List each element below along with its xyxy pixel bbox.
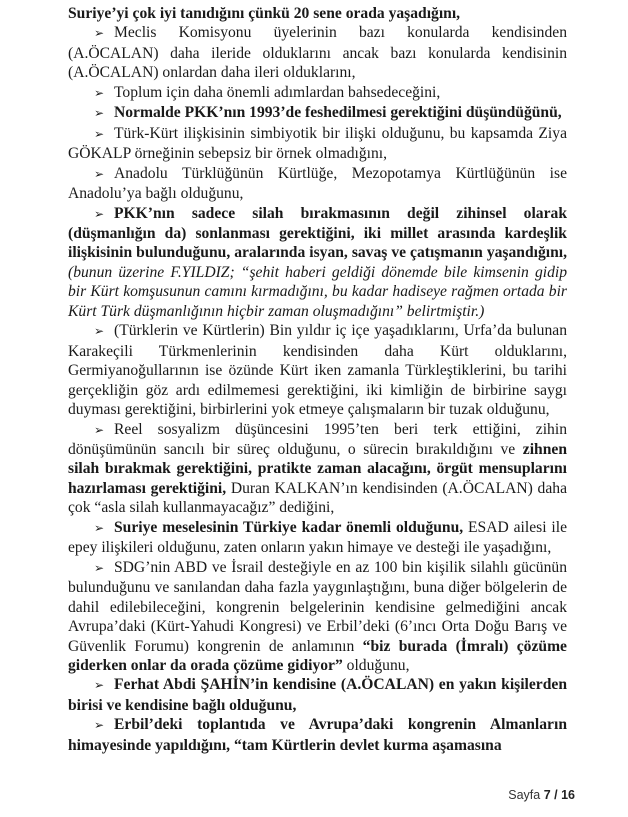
bold-text: Ferhat Abdi ŞAHİN’in kendisine (A.ÖCALAN) en yakın kişilerden birisi ve kendisine bağlı olduğunu, [68,676,567,714]
bullet-paragraph [68,204,567,322]
text: Anadolu Türklüğünün Kürtlüğe, Mezopotamya Kürtlüğünün ise Anadolu’ya bağlı olduğunu, [68,164,567,203]
text: (Türklerin ve Kürtlerin) Bin yıldır iç içe yaşadıklarını, Urfa’da bulunan Karakeçili Türkmenlerinin kendisinden daha Kürt olduklarını, Germiyanoğullarının ise özünde Kürt iken zamanla Türkleştiklerini, bu tarihi gerçekliğin göz ardı edilmemesi gerektiğini, iki kimliğin de birbirine saygı duyması gerektiğini, birbirlerini yok etmeye çalışmaların bir tuzak olduğunu, [68,322,567,419]
arrow-bullet-icon: ➢ [94,520,105,535]
bold-text: PKK’nın sadece silah bırakmasının değil zihinsel olarak (düşmanlığın da) sonlanması gerektiğini, iki millet arasında kardeşlik ilişkisinin bulunduğunu, aralarında isyan, savaş ve çatışmanın yaşandığını, [68,204,567,262]
text: Toplum için daha önemli adımlardan bahsedeceğini, [114,83,441,101]
page-separator: / [554,788,558,802]
bullet-paragraph [68,103,567,123]
page-total: 16 [561,788,575,802]
bullet-paragraph [68,518,567,558]
bullet-paragraph [68,124,567,164]
bullet-paragraph [68,164,567,204]
page-label: Sayfa [508,788,541,802]
arrow-bullet-icon: ➢ [94,678,105,693]
text: ESAD ailesi ile epey ilişkileri olduğunu, zaten onların yakın himaye ve desteği ile yaşadığını, [68,518,567,557]
bold-text: Normalde PKK’nın 1993’de feshedilmesi gerektiğini düşündüğünü, [114,104,562,122]
arrow-bullet-icon: ➢ [94,106,105,121]
bold-text: Suriye’yi çok iyi tanıdığını çünkü 20 sene orada yaşadığını, [68,5,461,22]
document-body [68,4,567,755]
arrow-bullet-icon: ➢ [94,126,105,141]
arrow-bullet-icon: ➢ [94,422,105,437]
bullet-paragraph [68,558,567,676]
text: olduğunu, [342,656,410,674]
bold-text: “biz burada (İmralı) çözüme giderken onlar da orada çözüme gidiyor” [68,637,567,674]
arrow-bullet-icon: ➢ [94,26,105,41]
italic-text: (bunun üzerine F.YILDIZ; “şehit haberi geldiği dönemde bile kimsenin gidip bir Kürt komşusunun camını kırmadığını, bu kadar hadiseye rağmen ortada bir Kürt Türk düşmanlığının hiçbir zaman oluşmadığını” belirtmiştir.) [68,263,567,320]
text: Reel sosyalizm düşüncesini 1995’ten beri terk ettiğini, zihin dönüşümünün sancılı bir süreç olduğunu, o sürecin bırakıldığını ve [68,420,567,458]
paragraph [68,4,567,23]
bullet-paragraph [68,715,567,755]
arrow-bullet-icon: ➢ [94,324,105,339]
bold-text: Erbil’deki toplantıda ve Avrupa’daki kongrenin Almanların himayesinde yapıldığını, “tam Kürtlerin devlet kurma aşamasına [68,716,567,754]
text: Duran KALKAN’ın kendisinden (A.ÖCALAN) daha çok “asla silah kullanmayacağız” dediğini, [68,479,567,517]
arrow-bullet-icon: ➢ [94,85,105,100]
bullet-paragraph [68,675,567,715]
bullet-paragraph [68,83,567,103]
bold-text: Suriye meselesinin Türkiye kadar önemli olduğunu, [114,518,464,536]
page-current: 7 [543,788,551,802]
page-number [508,788,575,802]
bold-text: zihnen silah bırakmak gerektiğini, pratikte zaman alacağını, örgüt mensuplarını hazırlaması gerektiğini, [68,440,567,497]
bullet-paragraph [68,23,567,82]
arrow-bullet-icon: ➢ [94,560,105,575]
text: SDG’nin ABD ve İsrail desteğiyle en az 100 bin kişilik silahlı gücünün bulunduğunu ve sanılandan daha fazla yaygınlaştığını, buna diğer bölgelerin de dahil edilebileceğini, kongrenin belgelerinin kendisine gelmediğini ancak Avrupa’daki (Kürt-Yahudi Kongresi) ve Erbil’deki (6’ıncı Orta Doğu Barış ve Güvenlik Forumu) kongrenin de anlamının [68,558,567,655]
bullet-paragraph [68,321,567,419]
arrow-bullet-icon: ➢ [94,718,105,733]
arrow-bullet-icon: ➢ [94,166,105,181]
text: Meclis Komisyonu üyelerinin bazı konularda kendisinden (A.ÖCALAN) daha ileride olduklarını ancak bazı konularda kendisinin (A.ÖCALAN) onlardan daha ileri olduklarını, [68,24,567,82]
arrow-bullet-icon: ➢ [94,206,105,221]
text: Türk-Kürt ilişkisinin simbiyotik bir ilişki olduğunu, bu kapsamda Ziya GÖKALP örneğinin sebepsiz bir örnek olmadığını, [68,124,567,163]
bullet-paragraph [68,420,567,518]
